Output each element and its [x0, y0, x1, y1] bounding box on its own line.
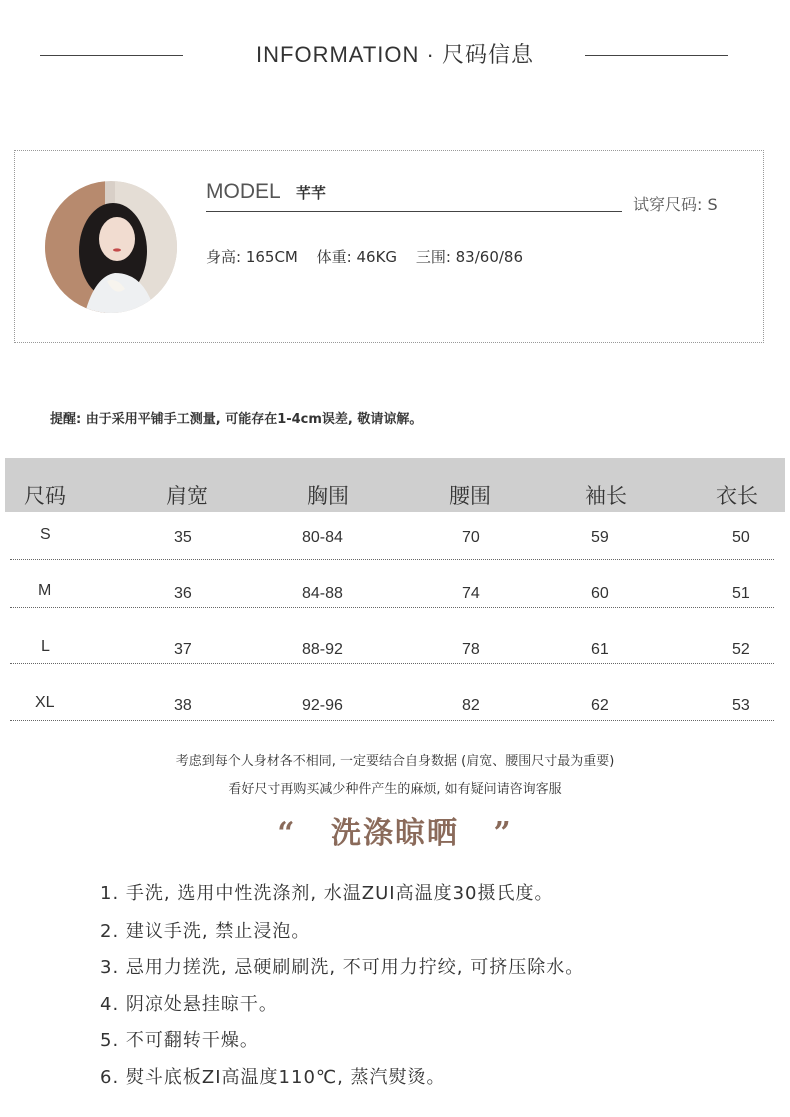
- measurement-notice: 提醒: 由于采用平铺手工测量, 可能存在1-4cm误差, 敬请谅解。: [50, 412, 423, 427]
- table-cell-shoulder: 35: [174, 529, 192, 546]
- size-worn: 试穿尺码: S: [633, 195, 718, 214]
- table-cell-sleeve: 60: [591, 585, 609, 602]
- table-cell-sleeve: 62: [591, 697, 609, 714]
- model-weight: 体重: 46KG: [316, 248, 398, 266]
- close-quote: ”: [493, 816, 513, 851]
- page-title: INFORMATION · 尺码信息: [256, 42, 534, 67]
- model-stats: [206, 246, 537, 267]
- table-cell-waist: 74: [462, 585, 480, 602]
- wash-title-text: 洗涤晾晒: [331, 816, 459, 851]
- open-quote: “: [277, 816, 297, 851]
- row-divider: [10, 720, 774, 721]
- table-cell-waist: 70: [462, 529, 480, 546]
- table-cell-size: XL: [35, 694, 55, 711]
- col-header-length: 衣长: [716, 484, 758, 508]
- model-avatar: [45, 181, 177, 313]
- table-cell-sleeve: 61: [591, 641, 609, 658]
- col-header-waist: 腰围: [449, 484, 491, 508]
- table-cell-shoulder: 37: [174, 641, 192, 658]
- table-cell-size: L: [41, 638, 50, 655]
- table-cell-length: 53: [732, 697, 750, 714]
- fit-note-2: 看好尺寸再购买减少种件产生的麻烦, 如有疑问请咨询客服: [228, 782, 562, 797]
- table-cell-size: M: [38, 582, 52, 599]
- wash-item: 6. 熨斗底板ZI高温度110℃, 蒸汽熨烫。: [100, 1067, 446, 1088]
- table-cell-shoulder: 36: [174, 585, 192, 602]
- table-cell-size: S: [40, 526, 51, 543]
- table-cell-length: 50: [732, 529, 750, 546]
- table-cell-bust: 80-84: [302, 529, 343, 546]
- model-name: 芊芊: [296, 184, 327, 202]
- wash-item: 2. 建议手洗, 禁止浸泡。: [100, 921, 311, 942]
- table-cell-length: 51: [732, 585, 750, 602]
- size-table-header: [5, 458, 785, 512]
- table-cell-waist: 78: [462, 641, 480, 658]
- row-divider: [10, 607, 774, 608]
- table-cell-bust: 84-88: [302, 585, 343, 602]
- table-cell-sleeve: 59: [591, 529, 609, 546]
- col-header-size: 尺码: [24, 484, 66, 508]
- header-line-right: [585, 55, 728, 56]
- table-cell-waist: 82: [462, 697, 480, 714]
- table-cell-bust: 92-96: [302, 697, 343, 714]
- model-label: MODEL: [206, 180, 281, 203]
- table-cell-bust: 88-92: [302, 641, 343, 658]
- wash-item: 4. 阴凉处悬挂晾干。: [100, 994, 278, 1015]
- model-measurements: 三围: 83/60/86: [415, 248, 524, 266]
- wash-item: 5. 不可翻转干燥。: [100, 1030, 259, 1051]
- col-header-bust: 胸围: [307, 484, 349, 508]
- wash-section-title: [0, 808, 790, 852]
- wash-item: 1. 手洗, 选用中性洗涤剂, 水温ZUI高温度30摄氏度。: [100, 883, 554, 904]
- table-cell-shoulder: 38: [174, 697, 192, 714]
- table-cell-length: 52: [732, 641, 750, 658]
- col-header-shoulder: 肩宽: [166, 484, 208, 508]
- fit-note-1: 考虑到每个人身材各不相同, 一定要结合自身数据 (肩宽、腰围尺寸最为重要): [175, 754, 615, 769]
- row-divider: [10, 559, 774, 560]
- col-header-sleeve: 袖长: [585, 484, 627, 508]
- model-height: 身高: 165CM: [206, 248, 298, 266]
- wash-item: 3. 忌用力搓洗, 忌硬刷刷洗, 不可用力拧绞, 可挤压除水。: [100, 957, 585, 978]
- model-underline: [206, 211, 622, 212]
- row-divider: [10, 663, 774, 664]
